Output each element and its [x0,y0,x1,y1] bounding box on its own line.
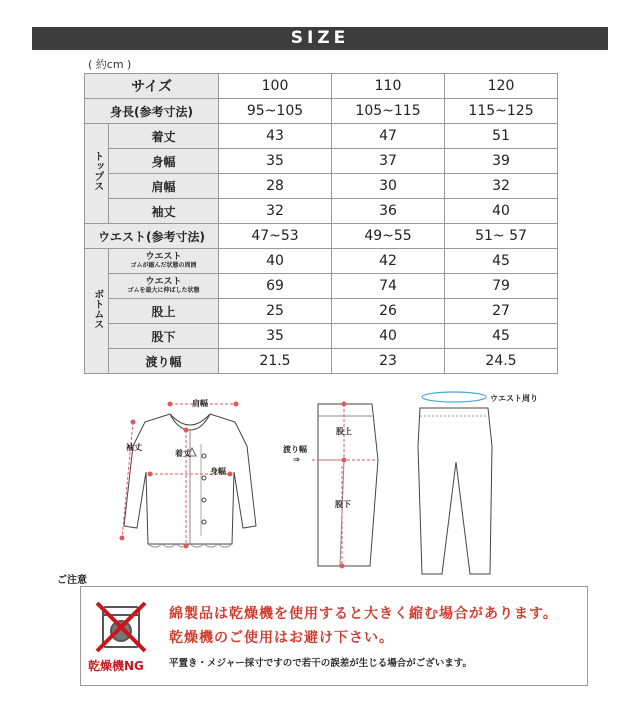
table-row [85,124,558,149]
table-cell: 32 [445,174,558,199]
table-row [85,224,558,249]
row-label: 袖丈 [109,199,219,224]
table-cell: 115~125 [445,99,558,124]
size-header-120: 120 [445,74,558,99]
table-cell: 32 [219,199,332,224]
label-waist-around: ウエスト周り [490,394,538,403]
dryer-ng-icon [93,599,149,655]
label-shoulder: 肩幅 [192,399,208,408]
label-body-width: 身幅 [210,467,226,476]
caution-box [80,586,588,686]
table-cell: 79 [445,274,558,299]
table-cell: 28 [219,174,332,199]
size-header-100: 100 [219,74,332,99]
row-label: 渡り幅 [109,349,219,374]
caution-title: ご注意 [57,575,87,586]
table-cell: 47~53 [219,224,332,249]
tops-group-label: トップス [85,124,109,224]
table-cell: 69 [219,274,332,299]
table-cell: 43 [219,124,332,149]
label-sleeve: 袖丈 [126,443,142,452]
table-cell: 21.5 [219,349,332,374]
table-cell: 30 [332,174,445,199]
row-label: 肩幅 [109,174,219,199]
table-cell: 47 [332,124,445,149]
table-row [85,299,558,324]
row-label: 着丈 [109,124,219,149]
table-cell: 42 [332,249,445,274]
garment-illustration [0,386,640,580]
waist-around-mark [422,392,486,402]
measurement-note: 平置き・メジャー採寸ですので若干の誤差が生じる場合がございます。 [169,658,473,669]
table-cell: 40 [219,249,332,274]
table-cell: 51~ 57 [445,224,558,249]
label-rise: 股上 [336,427,352,436]
waist-label: ウエスト(参考寸法) [85,224,219,249]
size-title-banner: SIZE [32,27,608,50]
table-cell: 25 [219,299,332,324]
table-cell: 45 [445,324,558,349]
row-label: 股下 [109,324,219,349]
table-cell: 39 [445,149,558,174]
table-row [85,324,558,349]
table-cell: 45 [445,249,558,274]
ng-label: 乾燥機NG [88,659,144,673]
row-label: ウエスト ゴムを最大に伸ばした状態 [109,274,219,299]
table-cell: 95~105 [219,99,332,124]
table-cell: 74 [332,274,445,299]
row-label: 身幅 [109,149,219,174]
table-cell: 49~55 [332,224,445,249]
table-cell: 35 [219,149,332,174]
table-cell: 24.5 [445,349,558,374]
size-table [84,73,558,374]
table-cell: 51 [445,124,558,149]
label-thigh: 渡り幅 [283,445,307,454]
size-header-label: サイズ [85,74,219,99]
table-cell: 40 [445,199,558,224]
table-cell: 26 [332,299,445,324]
table-cell: 35 [219,324,332,349]
warning-line-1: 綿製品は乾燥機を使用すると大きく縮む場合があります。 [169,606,558,622]
table-row [85,274,558,299]
table-cell: 105~115 [332,99,445,124]
table-cell: 40 [332,324,445,349]
shirt-illustration [124,414,256,547]
label-thigh-arrow: ⇒ [293,455,300,464]
table-cell: 37 [332,149,445,174]
table-row [85,249,558,274]
warning-line-2: 乾燥機のご使用はお避け下さい。 [169,630,394,646]
unit-note: ( 約cm ) [88,58,132,71]
height-label: 身長(参考寸法) [85,99,219,124]
table-row [85,199,558,224]
label-inseam: 股下 [335,500,351,509]
table-row [85,99,558,124]
table-cell: 23 [332,349,445,374]
label-length: 着丈 [175,449,191,458]
row-label: 股上 [109,299,219,324]
table-row [85,74,558,99]
table-row [85,174,558,199]
row-label: ウエスト ゴムが縮んだ状態の周囲 [109,249,219,274]
size-header-110: 110 [332,74,445,99]
table-row [85,349,558,374]
measurement-diagrams [0,386,640,580]
table-cell: 36 [332,199,445,224]
table-cell: 27 [445,299,558,324]
pants-front-illustration [418,408,492,574]
table-row [85,149,558,174]
bottoms-group-label: ボトムス [85,249,109,374]
